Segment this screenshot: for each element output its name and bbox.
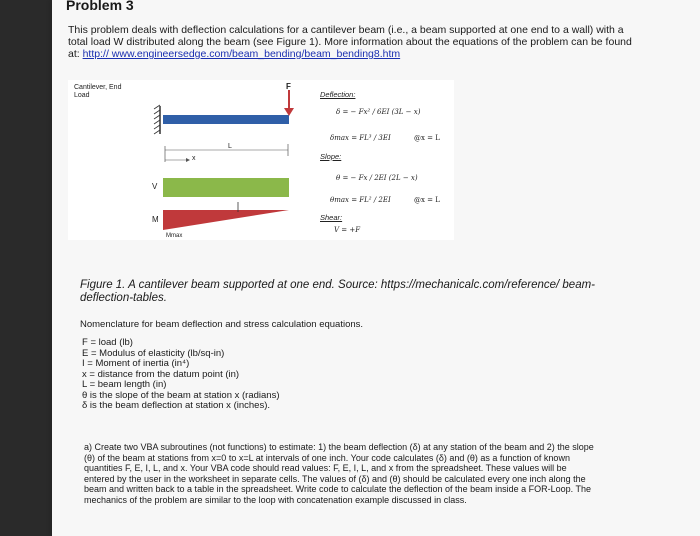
beam — [163, 115, 289, 124]
dark-left-margin — [0, 0, 52, 536]
figure-1 — [68, 80, 454, 240]
beam-diagram — [68, 80, 454, 240]
moment-diagram — [163, 210, 289, 230]
slope-max-equation: θmax = FL² / 2EI — [330, 196, 391, 204]
nomenclature-item: x = distance from the datum point (in) — [82, 368, 240, 380]
nomenclature-item: δ is the beam deflection at station x (inches). — [82, 400, 270, 411]
shear-diagram — [163, 178, 289, 197]
moment-axis-label: M — [152, 215, 159, 224]
shear-axis-label: V — [152, 182, 158, 191]
figure-label-title: Cantilever, End Load — [74, 84, 122, 99]
intro-paragraph — [68, 24, 638, 60]
problem-title: Problem 3 — [66, 0, 134, 13]
task-a-paragraph: a) Create two VBA subroutines (not functions) to estimate: 1) the beam deflection (δ) at any station of the beam and 2) the slope (θ) of the beam at stations from x=0 to x=L at intervals of one inch. Your code calculates (δ) and (θ) as a function of known quantities F, E, I, L, and x. Your VBA code should read values: F, E, I, L, and x from the spreadsheet. These values will be entered by the user in the worksheet in separate cells. The values of (δ) and (θ) should be calculated every one inch along the beam and written back to a table in the spreadsheet. Write code to calculate the deflection of the beam inside a FOR-Loop. The mechanics of the problem are similar to the loop with concatenation example discussed in class. — [84, 442, 594, 505]
reference-link[interactable]: http:// www.engineersedge.com/beam_bending/beam_bending8.htm — [82, 48, 401, 60]
nomenclature-title: Nomenclature for beam deflection and stress calculation equations. — [80, 319, 364, 330]
mmax-label: Mmax — [166, 233, 183, 239]
nomenclature-list — [82, 338, 280, 412]
intro-text: This problem deals with deflection calculations for a cantilever beam (i.e., a beam supported at one end to a wall) with a total load W distributed along the beam (see Figure 1). More information about the equations of the problem can be found at: — [68, 24, 632, 60]
nomenclature-item: L = beam length (in) — [82, 379, 167, 390]
load-label: F — [286, 82, 291, 91]
shear-heading: Shear: — [320, 213, 343, 222]
deflection-heading: Deflection: — [320, 90, 356, 99]
wall-support — [154, 105, 160, 134]
nomenclature-item: I = Moment of inertia (in⁴) — [82, 358, 190, 369]
x-label: x — [192, 155, 196, 162]
deflection-equation: δ = − Fx² / 6EI (3L − x) — [336, 108, 421, 116]
nomenclature-item: E = Modulus of elasticity (lb/sq-in) — [82, 347, 225, 359]
slope-heading: Slope: — [320, 152, 342, 161]
slope-equation: θ = − Fx / 2EI (2L − x) — [336, 174, 418, 182]
length-label: L — [228, 143, 232, 150]
figure-caption: Figure 1. A cantilever beam supported at one end. Source: https://mechanicalc.com/reference/ beam-deflection-tables. — [80, 279, 596, 304]
shear-equation: V = +F — [334, 226, 361, 234]
at-x-equals-l-1: @x = L — [414, 134, 440, 142]
deflection-max-equation: δmax = FL³ / 3EI — [330, 134, 391, 142]
nomenclature-item: F = load (lb) — [82, 337, 133, 348]
nomenclature-item: θ is the slope of the beam at station x (radians) — [82, 389, 280, 401]
load-arrowhead — [284, 108, 294, 116]
at-x-equals-l-2: @x = L — [414, 196, 440, 204]
